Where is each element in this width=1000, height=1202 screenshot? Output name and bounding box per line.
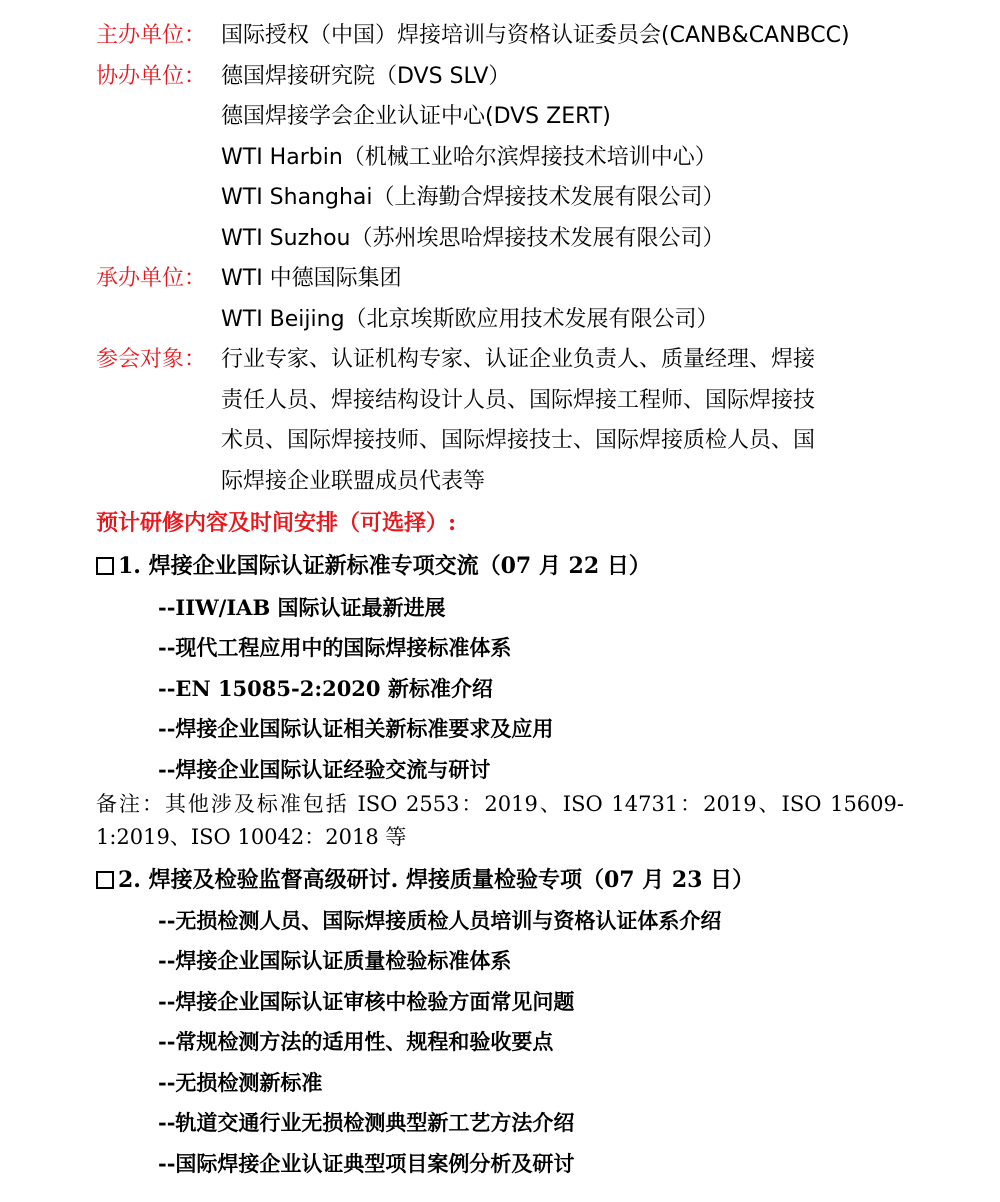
co-organizer-item: WTI Suzhou（苏州埃思哈焊接技术发展有限公司） — [221, 226, 725, 251]
schedule-heading: 预计研修内容及时间安排（可选择）: — [96, 510, 457, 536]
undertaker-item: WTI 中德国际集团 — [221, 266, 402, 291]
co-organizers-row — [96, 57, 960, 97]
section-2-item: --常规检测方法的适用性、规程和验收要点 — [158, 1029, 554, 1054]
section-1-checkbox[interactable] — [96, 557, 114, 575]
undertaker-item: WTI Beijing（北京埃斯欧应用技术发展有限公司） — [221, 307, 719, 332]
section-1-item: --EN 15085-2:2020 新标准介绍 — [158, 676, 493, 701]
section-2-item: --无损检测人员、国际焊接质检人员培训与资格认证体系介绍 — [158, 908, 722, 933]
section-1-note: 备注：其他涉及标准包括 ISO 2553：2019、ISO 14731：2019、ISO 15609-1:2019、ISO 10042：2018 等 — [96, 792, 904, 849]
co-organizer-item: WTI Shanghai（上海勤合焊接技术发展有限公司） — [221, 185, 725, 210]
co-organizer-item: 德国焊接学会企业认证中心(DVS ZERT) — [221, 104, 611, 129]
section-2-item: --无损检测新标准 — [158, 1070, 323, 1095]
section-1-title: 1. 焊接企业国际认证新标准专项交流（07 月 22 日） — [118, 553, 651, 579]
section-1-item: --IIW/IAB 国际认证最新进展 — [158, 595, 446, 620]
section-2-title: 2. 焊接及检验监督高级研讨. 焊接质量检验专项（07 月 23 日） — [118, 867, 755, 893]
section-2-item: --焊接企业国际认证审核中检验方面常见问题 — [158, 989, 575, 1014]
section-1-item: --现代工程应用中的国际焊接标准体系 — [158, 635, 512, 660]
participants-label: 参会对象： — [96, 347, 207, 372]
section-1-heading — [96, 546, 651, 586]
undertakers-label: 承办单位： — [96, 266, 207, 291]
section-2-item: --国际焊接企业认证典型项目案例分析及研讨 — [158, 1151, 575, 1176]
section-2-item: --焊接企业国际认证质量检验标准体系 — [158, 948, 512, 973]
section-1-item: --焊接企业国际认证经验交流与研讨 — [158, 757, 491, 782]
section-1-item: --焊接企业国际认证相关新标准要求及应用 — [158, 716, 554, 741]
co-organizer-item: WTI Harbin（机械工业哈尔滨焊接技术培训中心） — [221, 145, 717, 170]
participants-row — [96, 340, 960, 380]
organizer-label: 主办单位： — [96, 23, 207, 48]
undertakers-row — [96, 259, 960, 299]
participants-line: 行业专家、认证机构专家、认证企业负责人、质量经理、焊接 — [221, 347, 816, 372]
co-organizers-label: 协办单位： — [96, 64, 207, 89]
organizer-row — [96, 16, 960, 56]
section-2-item: --轨道交通行业无损检测典型新工艺方法介绍 — [158, 1110, 575, 1135]
co-organizer-item: 德国焊接研究院（DVS SLV） — [221, 64, 511, 89]
organizer-value: 国际授权（中国）焊接培训与资格认证委员会(CANB&CANBCC) — [221, 23, 850, 48]
section-2-checkbox[interactable] — [96, 871, 114, 889]
participants-line: 际焊接企业联盟成员代表等 — [221, 469, 486, 494]
section-2-heading — [96, 860, 754, 900]
participants-line: 术员、国际焊接技师、国际焊接技士、国际焊接质检人员、国 — [221, 428, 816, 453]
participants-line: 责任人员、焊接结构设计人员、国际焊接工程师、国际焊接技 — [221, 388, 816, 413]
